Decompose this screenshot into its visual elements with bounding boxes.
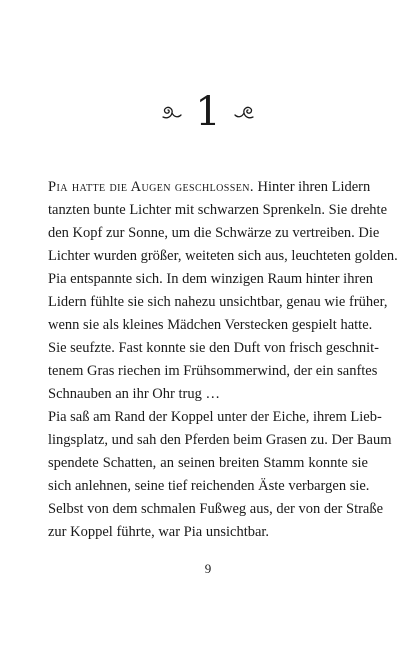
chapter-body-text <box>48 176 398 544</box>
text-line: Selbst von dem schmalen Fußweg aus, der von der Straße <box>48 501 384 517</box>
text-line: tenem Gras riechen im Frühsommerwind, der ein sanftes <box>48 363 378 379</box>
text-line: Sie seufzte. Fast konnte sie den Duft von frisch geschnit- <box>48 340 380 356</box>
text-line: lingsplatz, und sah den Pferden beim Grasen zu. Der Baum <box>48 432 392 448</box>
text-line: den Kopf zur Sonne, um die Schwärze zu vertreiben. Die <box>48 225 380 241</box>
text-line: Pia saß am Rand der Koppel unter der Eiche, ihrem Lieb- <box>48 409 382 425</box>
text-line: Lidern fühlte sie sich nahezu unsichtbar, genau wie früher, <box>48 294 388 310</box>
text-line: spendete Schatten, an seinen breiten Stamm konnte sie <box>48 455 368 471</box>
text-line: Lichter wurden größer, weiteten sich aus, leuchteten golden. <box>48 248 398 264</box>
page-number: 9 <box>204 561 212 576</box>
text-line-rest: Hinter ihren Lidern <box>253 179 371 195</box>
spiral-flourish-right-icon <box>233 103 255 121</box>
chapter-number: 1 <box>195 89 221 135</box>
text-line: tanzten bunte Lichter mit schwarzen Sprenkeln. Sie drehte <box>48 202 388 218</box>
text-line: sich anlehnen, seine tief reichenden Äste verbargen sie. <box>48 478 370 494</box>
spiral-flourish-left-icon <box>161 103 183 121</box>
text-line: Pia entspannte sich. In dem winzigen Raum hinter ihren <box>48 271 373 287</box>
chapter-heading <box>0 89 416 135</box>
text-line: Schnauben an ihr Ohr trug … <box>48 386 220 402</box>
text-line: zur Koppel führte, war Pia unsichtbar. <box>48 524 270 540</box>
text-line: wenn sie als kleines Mädchen Verstecken gespielt hatte. <box>48 317 373 333</box>
lead-in-small-caps: Pia hatte die Augen geschlossen. <box>48 179 254 195</box>
text-line <box>48 176 371 199</box>
